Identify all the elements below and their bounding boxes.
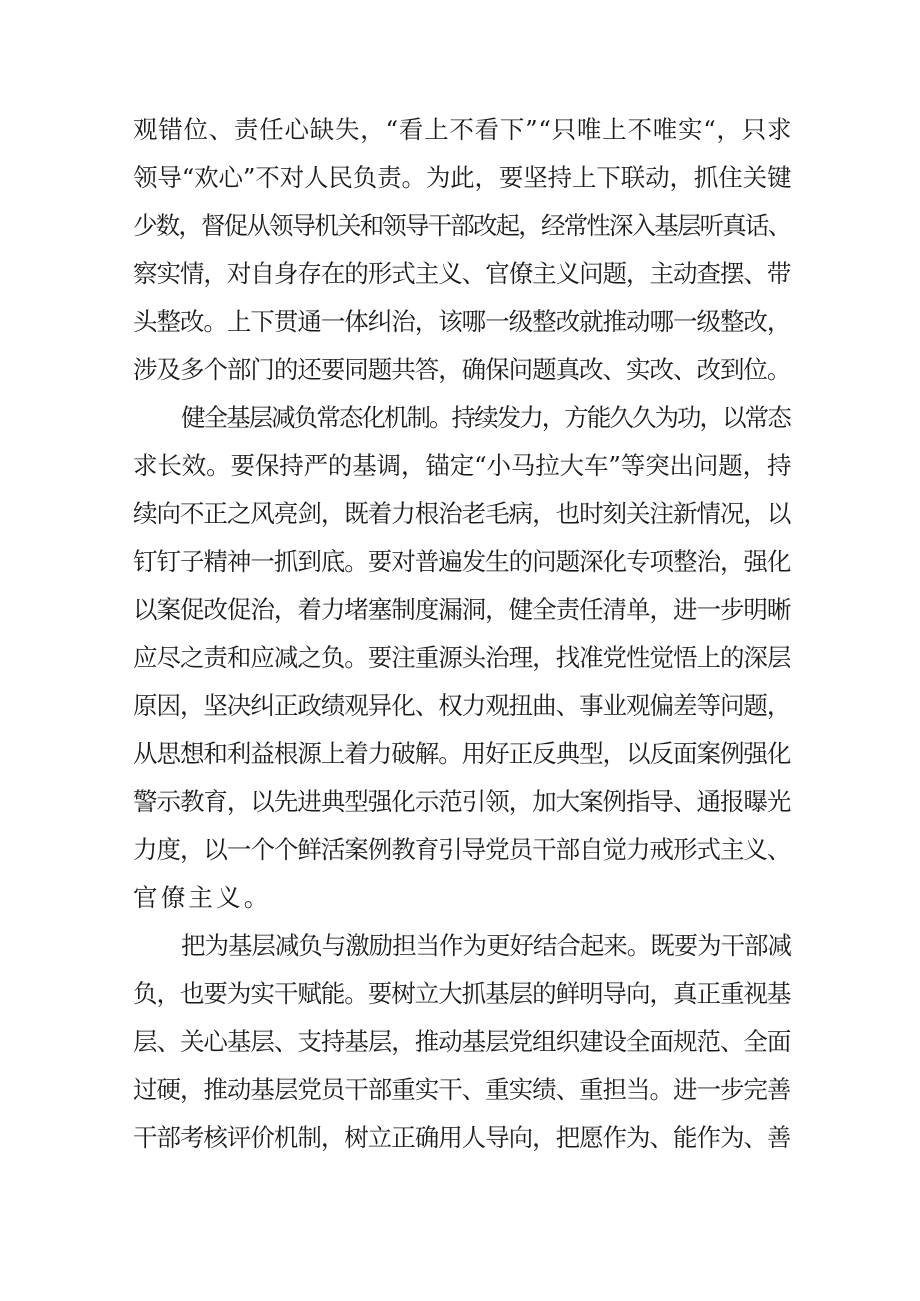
text-line: 察实情，对自身存在的形式主义、官僚主义问题，主动查摆、带 [133,259,791,288]
paragraph-first-line: 把为基层减负与激励担当作为更好结合起来。既要为干部减 [181,931,791,960]
text-line: 力度，以一个个鲜活案例教育引导党员干部自觉力戒形式主义、 [133,835,791,864]
text-line: 警示教育，以先进典型强化示范引领，加大案例指导、通报曝光 [133,787,791,816]
text-line: 少数，督促从领导机关和领导干部改起，经常性深入基层听真话、 [133,211,791,240]
text-line: 负，也要为实干赋能。要树立大抓基层的鲜明导向，真正重视基 [133,979,791,1008]
text-line: 以案促改促治，着力堵塞制度漏洞，健全责任清单，进一步明晰 [133,595,791,624]
text-line: 涉及多个部门的还要同题共答，确保问题真改、实改、改到位。 [133,355,791,384]
text-line: 原因，坚决纠正政绩观异化、权力观扭曲、事业观偏差等问题， [133,691,791,720]
text-line: 干部考核评价机制，树立正确用人导向，把愿作为、能作为、善 [133,1123,791,1152]
text-line: 从思想和利益根源上着力破解。用好正反典型，以反面案例强化 [133,739,791,768]
text-line: 钉钉子精神一抓到底。要对普遍发生的问题深化专项整治，强化 [133,547,791,576]
text-line: 应尽之责和应减之负。要注重源头治理，找准党性觉悟上的深层 [133,643,791,672]
paragraph-first-line: 健全基层减负常态化机制。持续发力，方能久久为功，以常态 [181,403,790,432]
text-line: 观错位、责任心缺失，“看上不看下”“只唯上不唯实“，只求 [133,115,793,144]
text-line: 头整改。上下贯通一体纠治，该哪一级整改就推动哪一级整改， [133,307,791,336]
text-line: 领导“欢心”不对人民负责。为此，要坚持上下联动，抓住关键 [133,163,792,192]
text-line: 官僚主义。 [133,883,272,912]
text-line: 求长效。要保持严的基调，锚定“小马拉大车”等突出问题，持 [133,451,792,480]
text-line: 续向不正之风亮剑，既着力根治老毛病，也时刻关注新情况，以 [133,499,791,528]
text-line: 层、关心基层、支持基层，推动基层党组织建设全面规范、全面 [133,1027,791,1056]
text-line: 过硬，推动基层党员干部重实干、重实绩、重担当。进一步完善 [133,1075,791,1104]
